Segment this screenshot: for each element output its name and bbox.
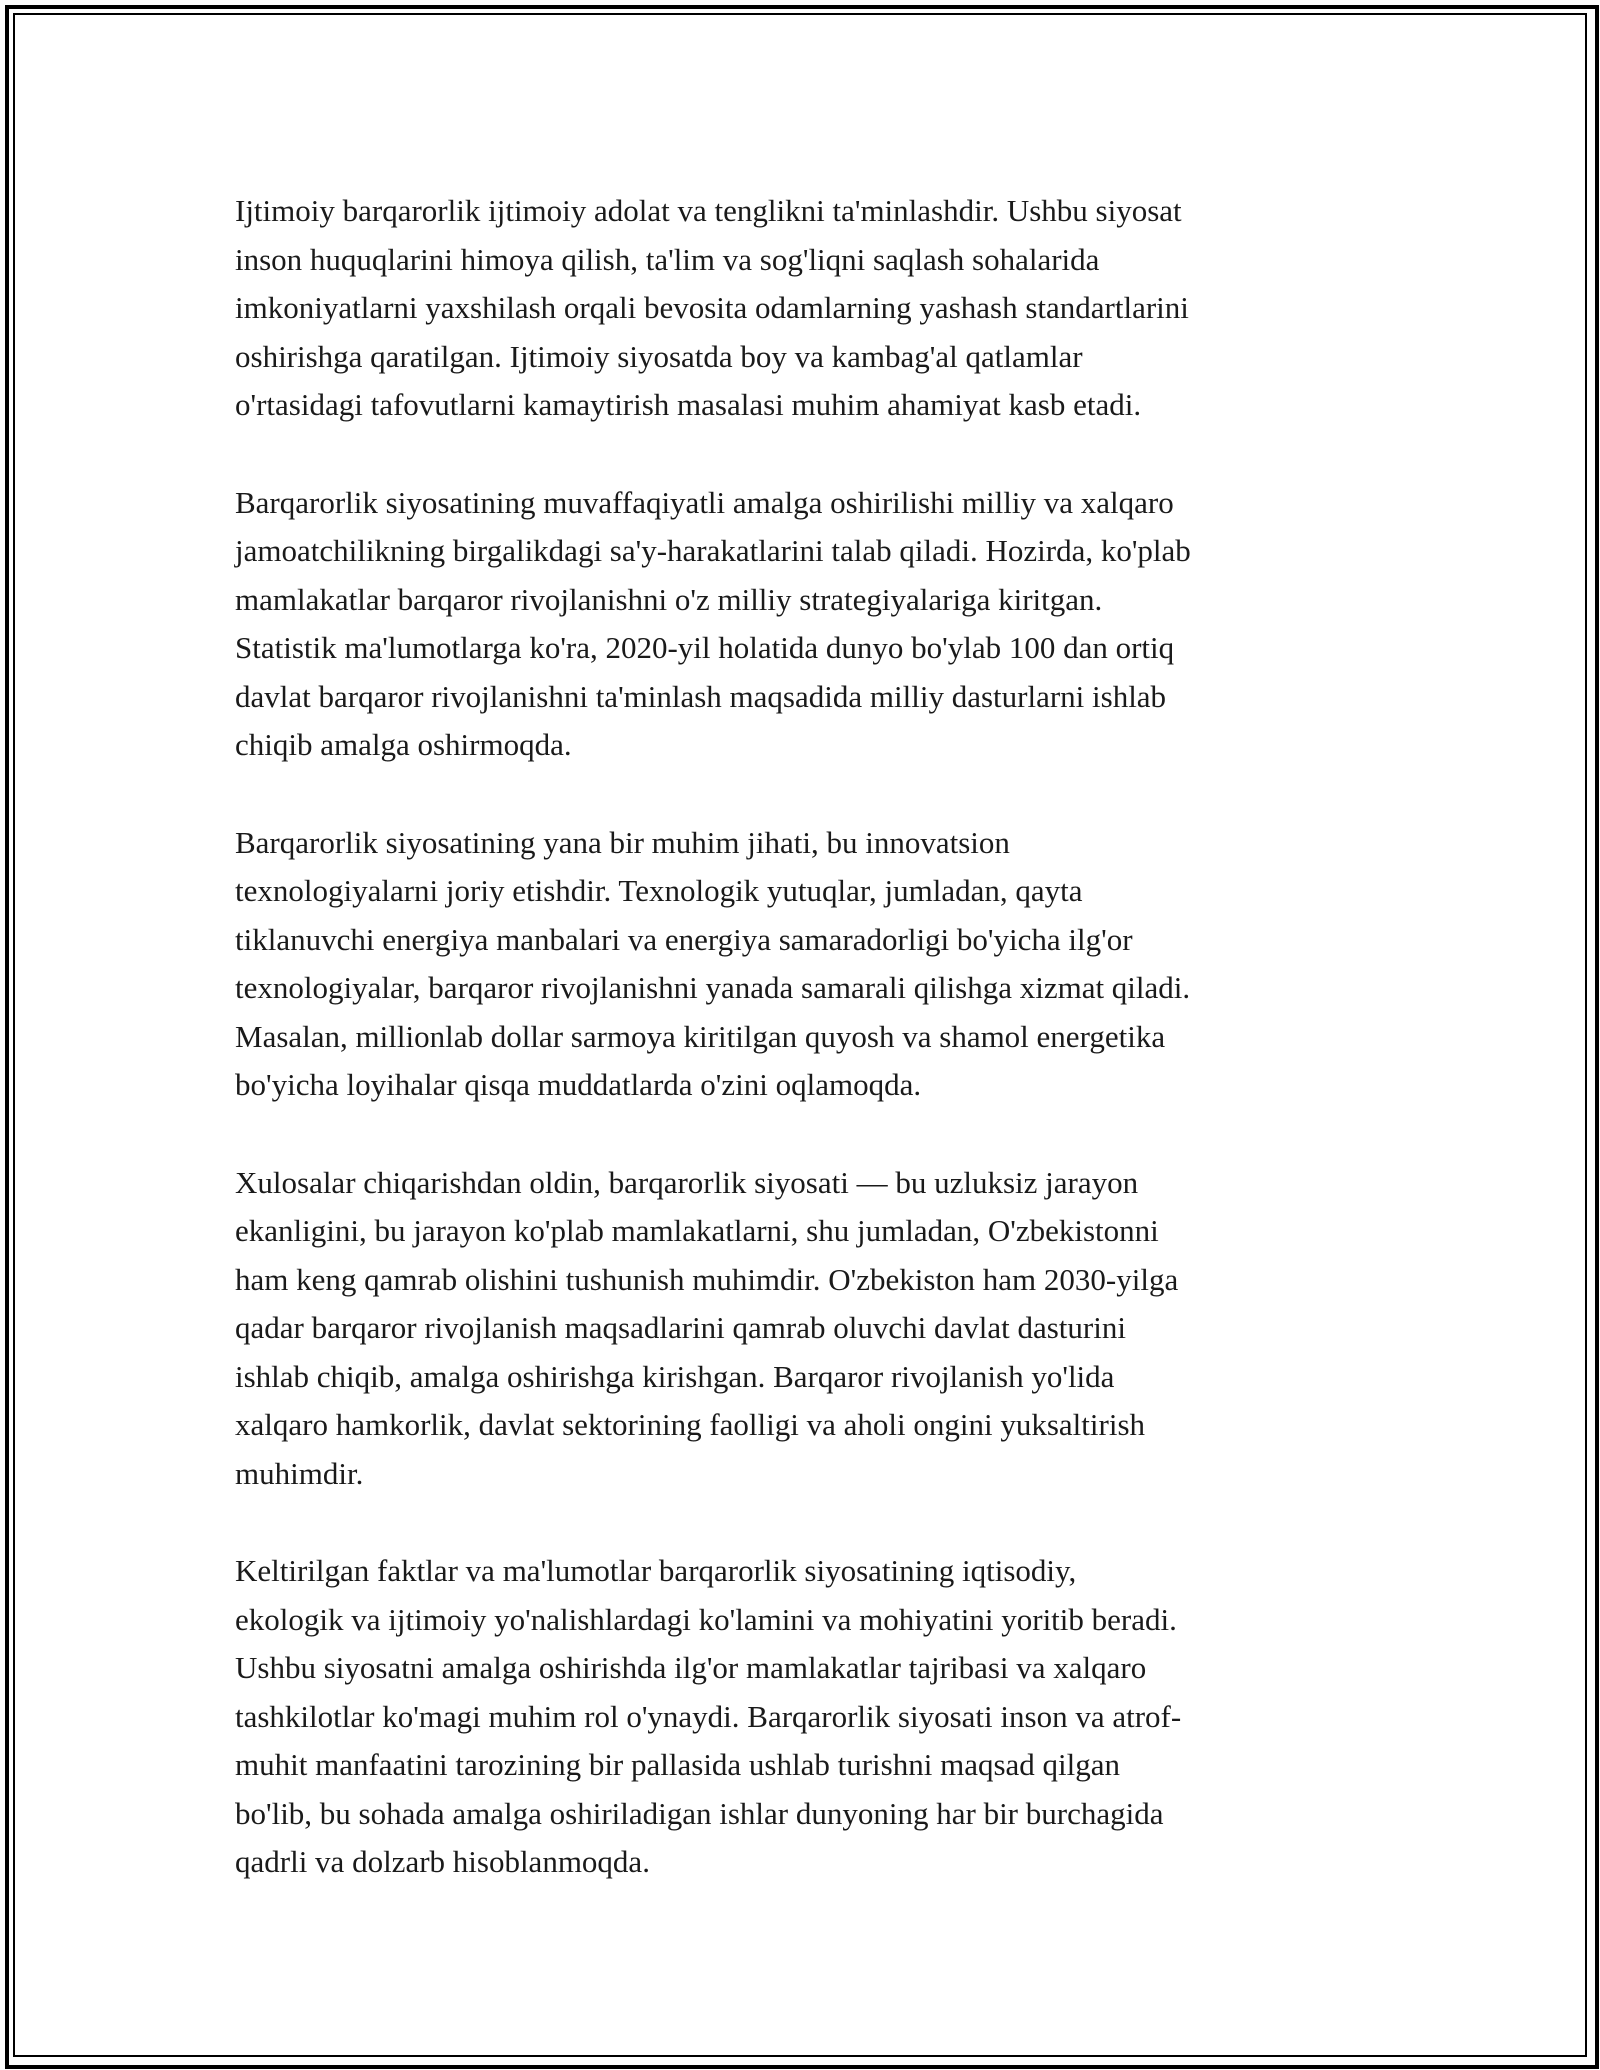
paragraph-social-sustainability: Ijtimoiy barqarorlik ijtimoiy adolat va tenglikni ta'minlashdir. Ushbu siyosat inson huquqlarini himoya qilish, ta'lim va sog'liqni saqlash sohalarida imkoniyatlarni yaxshilash orqali bevosita odamlarning yashash standartlarini oshirishga qaratilgan. Ijtimoiy siyosatda boy va kambag'al qatlamlar o'rtasidagi tafovutlarni kamaytirish masalasi muhim ahamiyat kasb etadi.: [235, 193, 1189, 422]
document-body: [235, 187, 1375, 1936]
paragraph-innovative-technologies: Barqarorlik siyosatining yana bir muhim jihati, bu innovatsion texnologiyalarni joriy etishdir. Texnologik yutuqlar, jumladan, qayta tiklanuvchi energiya manbalari va energiya samaradorligi bo'yicha ilg'or texnologiyalar, barqaror rivojlanishni yanada samarali qilishga xizmat qiladi. Masalan, millionlab dollar sarmoya kiritilgan quyosh va shamol energetika bo'yicha loyihalar qisqa muddatlarda o'zini oqlamoqda.: [235, 824, 1191, 1102]
paragraph-national-international-efforts: Barqarorlik siyosatining muvaffaqiyatli amalga oshirilishi milliy va xalqaro jamoatchilikning birgalikdagi sa'y-harakatlarini talab qiladi. Hozirda, ko'plab mamlakatlar barqaror rivojlanishni o'z milliy strategiyalariga kiritgan. Statistik ma'lumotlarga ko'ra, 2020-yil holatida dunyo bo'ylab 100 dan ortiq davlat barqaror rivojlanishni ta'minlash maqsadida milliy dasturlarni ishlab chiqib amalga oshirmoqda.: [235, 484, 1191, 762]
paragraph-uzbekistan-conclusions: Xulosalar chiqarishdan oldin, barqarorlik siyosati — bu uzluksiz jarayon ekanligini, bu jarayon ko'plab mamlakatlarni, shu jumladan, O'zbekistonni ham keng qamrab olishini tushunish muhimdir. O'zbekiston ham 2030-yilga qadar barqaror rivojlanish maqsadlarini qamrab oluvchi davlat dasturini ishlab chiqib, amalga oshirishga kirishgan. Barqaror rivojlanish yo'lida xalqaro hamkorlik, davlat sektorining faolligi va aholi ongini yuksaltirish muhimdir.: [235, 1164, 1179, 1491]
paragraph-final-summary: Keltirilgan faktlar va ma'lumotlar barqarorlik siyosatining iqtisodiy, ekologik va ijtimoiy yo'nalishlardagi ko'lamini va mohiyatini yoritib beradi. Ushbu siyosatni amalga oshirishda ilg'or mamlakatlar tajribasi va xalqaro tashkilotlar ko'magi muhim rol o'ynaydi. Barqarorlik siyosati inson va atrof- muhit manfaatini tarozining bir pallasida ushlab turishni maqsad qilgan bo'lib, bu sohada amalga oshiriladigan ishlar dunyoning har bir burchagida qadrli va dolzarb hisoblanmoqda.: [235, 1553, 1182, 1879]
